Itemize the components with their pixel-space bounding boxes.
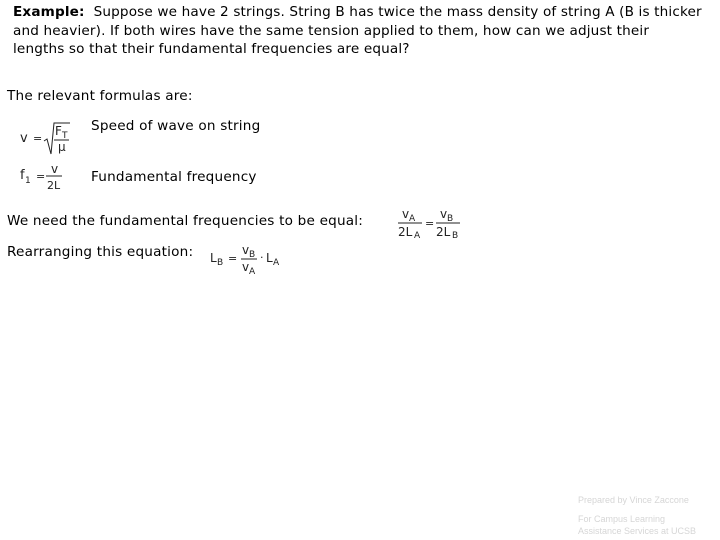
svg-text:2L: 2L <box>436 225 451 239</box>
svg-text:=: = <box>33 132 43 145</box>
footer-line-2: For Campus Learning <box>578 514 666 524</box>
svg-text:L: L <box>210 251 217 265</box>
svg-text:A: A <box>249 267 256 277</box>
svg-text:B: B <box>452 231 459 240</box>
svg-text:v: v <box>20 131 28 146</box>
footer-prepared-by: Prepared by Vince Zaccone <box>578 495 689 505</box>
rearrange-text: Rearranging this equation: <box>7 244 194 260</box>
example-problem <box>13 3 703 59</box>
svg-text:B: B <box>249 250 256 260</box>
wave-speed-formula <box>20 118 80 162</box>
svg-text:v: v <box>51 162 59 176</box>
svg-text:B: B <box>217 258 224 268</box>
footer-line-3: Assistance Services at UCSB <box>578 526 697 536</box>
svg-text:A: A <box>409 214 416 224</box>
svg-text:=: = <box>36 170 46 183</box>
svg-text:·: · <box>260 251 264 264</box>
svg-text:v: v <box>242 260 250 274</box>
svg-text:v: v <box>440 207 448 221</box>
svg-text:v: v <box>402 207 410 221</box>
example-label: Example: <box>13 4 85 20</box>
svg-text:B: B <box>447 214 454 224</box>
equal-condition-formula <box>397 206 467 244</box>
svg-text:1: 1 <box>25 176 31 186</box>
example-text: Suppose we have 2 strings. String B has twice the mass density of string A (B is thicker and heavier). If both wires have the same tension applied to them, how can we adjust their lengths so that their fundamental frequencies are equal? <box>13 4 702 57</box>
svg-text:A: A <box>273 258 280 268</box>
svg-text:=: = <box>425 217 435 230</box>
wave-speed-label: Speed of wave on string <box>91 118 261 134</box>
svg-text:f: f <box>20 168 25 183</box>
svg-text:2L: 2L <box>398 225 413 239</box>
rearrange-formula <box>210 243 290 281</box>
svg-text:2L: 2L <box>47 179 61 192</box>
svg-text:T: T <box>62 131 68 141</box>
fundamental-frequency-formula <box>20 162 70 198</box>
fundamental-frequency-label: Fundamental frequency <box>91 169 257 185</box>
formulas-intro: The relevant formulas are: <box>7 88 193 104</box>
equal-condition-text: We need the fundamental frequencies to be equal: <box>7 213 364 229</box>
svg-text:F: F <box>55 124 62 138</box>
svg-text:A: A <box>414 231 421 240</box>
svg-text:=: = <box>228 252 238 265</box>
svg-text:L: L <box>266 251 273 265</box>
svg-text:μ: μ <box>58 140 66 154</box>
svg-text:v: v <box>242 243 250 257</box>
